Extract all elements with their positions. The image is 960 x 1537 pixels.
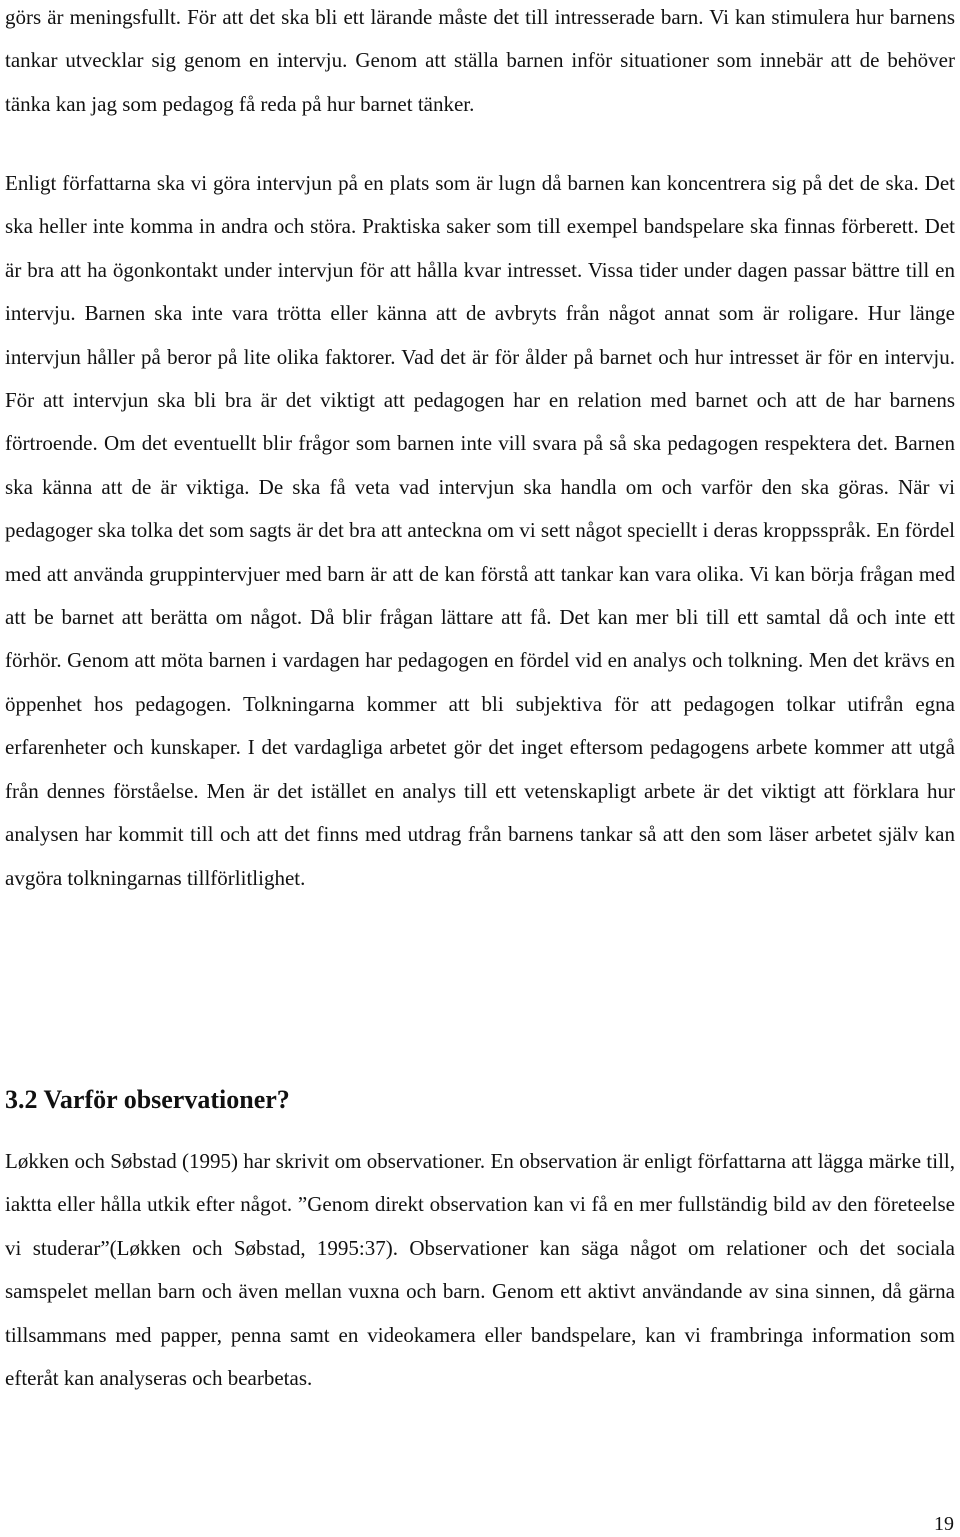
paragraph-interview-guidance: Enligt författarna ska vi göra intervjun på en plats som är lugn då barnen kan koncentrera sig på det de ska. Det ska heller inte komma in andra och störa. Praktiska saker som till exempel bandspelare ska finnas förberett. Det är bra att ha ögonkontakt under intervjun för att hålla kvar intresset. Vissa tider under dagen passar bättre till en intervju. Barnen ska inte vara trötta eller känna att de avbryts från något annat som är roligare. Hur länge intervjun håller på beror på lite olika faktorer. Vad det är för ålder på barnet och hur intresset är för en intervju. För att intervjun ska bli bra är det viktigt att pedagogen har en relation med barnet och att de har barnens förtroende. Om det eventuellt blir frågor som barnen inte vill svara på så ska pedagogen respektera det. Barnen ska känna att de är viktiga. De ska få veta vad intervjun ska handla om och varför den ska göras. När vi pedagoger ska tolka det som sagts är det bra att anteckna om vi sett något speciellt i deras kroppsspråk. En fördel med att använda gruppintervjuer med barn är att de kan förstå att tankar kan vara olika. Vi kan börja frågan med att be barnet att berätta om något. Då blir frågan lättare att få. Det kan mer bli till ett samtal då och inte ett förhör. Genom att möta barnen i vardagen har pedagogen en fördel vid en analys och tolkning. Men det krävs en öppenhet hos pedagogen. Tolkningarna kommer att bli subjektiva för att pedagogen tolkar utifrån egna erfarenheter och kunskaper. I det vardagliga arbetet gör det inget eftersom pedagogens arbete kommer att utgå från dennes förståelse. Men är det istället en analys till ett vetenskapligt arbete är det viktigt att förklara hur analysen har kommit till och att det finns med utdrag från barnens tankar så att den som läser arbetet själv kan avgöra tolkningarnas tillförlitlighet. xyxy=(5,171,955,890)
section-heading: 3.2 Varför observationer? xyxy=(5,1085,290,1114)
page-number: 19 xyxy=(934,1513,954,1535)
paragraph-observations: Løkken och Søbstad (1995) har skrivit om observationer. En observation är enligt författarna att lägga märke till, iaktta eller hålla utkik efter något. ”Genom direkt observation kan vi få en mer fullständig bild av den företeelse vi studerar”(Løkken och Søbstad, 1995:37). Observationer kan säga något om relationer och det sociala samspelet mellan barn och även mellan vuxna och barn. Genom ett aktivt användande av sina sinnen, då gärna tillsammans med papper, penna samt en videokamera eller bandspelare, kan vi frambringa information som efteråt kan analyseras och bearbetas. xyxy=(5,1149,955,1391)
paragraph-intro: görs är meningsfullt. För att det ska bli ett lärande måste det till intresserade barn. Vi kan stimulera hur barnens tankar utvecklar sig genom en intervju. Genom att ställa barnen inför situationer som innebär att de behöver tänka kan jag som pedagog få reda på hur barnet tänker. xyxy=(5,5,955,116)
